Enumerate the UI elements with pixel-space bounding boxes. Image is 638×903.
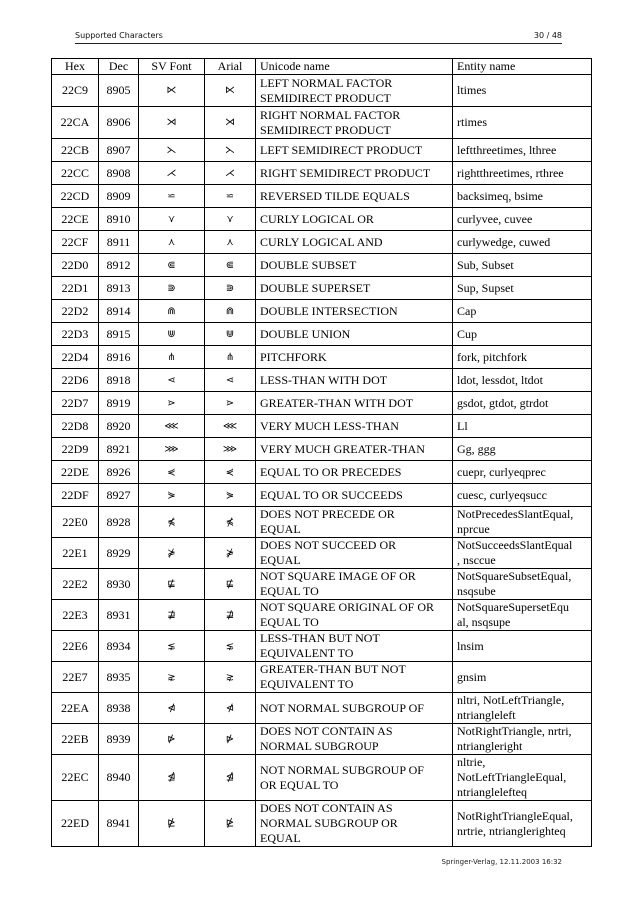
hex-cell: 22D8	[52, 415, 99, 438]
entity-name-cell-line: Cup	[457, 326, 478, 341]
hex-cell: 22CD	[52, 185, 99, 208]
entity-name-cell	[453, 461, 592, 484]
unicode-name-cell-line: RIGHT NORMAL FACTOR	[260, 107, 401, 122]
arial-glyph: ⋪	[205, 693, 256, 724]
sv-font-glyph: ⋧	[139, 662, 205, 693]
header-rule	[75, 43, 562, 44]
hex-cell: 22CC	[52, 162, 99, 185]
table-row	[52, 538, 592, 569]
entity-name-cell-line: ntriangleright	[457, 739, 523, 753]
entity-name-cell	[453, 139, 592, 162]
table-row	[52, 438, 592, 461]
unicode-name-cell-line: NOT NORMAL SUBGROUP OF	[260, 700, 424, 715]
unicode-name-cell-line: EQUAL	[260, 831, 301, 845]
sv-font-glyph: ⋡	[139, 538, 205, 569]
hex-cell: 22E3	[52, 600, 99, 631]
unicode-name-cell	[256, 208, 453, 231]
dec-cell: 8913	[99, 277, 139, 300]
unicode-name-cell	[256, 415, 453, 438]
arial-glyph: ⋉	[205, 75, 256, 107]
unicode-name-cell-line: CURLY LOGICAL OR	[260, 211, 374, 226]
entity-name-cell	[453, 346, 592, 369]
table-row	[52, 300, 592, 323]
arial-glyph: ⋙	[205, 438, 256, 461]
unicode-name-cell	[256, 438, 453, 461]
arial-glyph: ⋧	[205, 662, 256, 693]
entity-name-cell-line: ntriangleleft	[457, 708, 516, 722]
unicode-name-cell	[256, 755, 453, 801]
unicode-name-cell-line: EQUAL TO	[260, 584, 319, 598]
unicode-name-cell	[256, 507, 453, 538]
unicode-name-cell-line: EQUIVALENT TO	[260, 646, 354, 660]
entity-name-cell-line: NotRightTriangleEqual,	[457, 808, 573, 823]
hex-cell: 22ED	[52, 801, 99, 847]
sv-font-glyph: ⋑	[139, 277, 205, 300]
dec-cell: 8905	[99, 75, 139, 107]
dec-cell: 8914	[99, 300, 139, 323]
entity-name-cell	[453, 208, 592, 231]
hex-cell: 22D3	[52, 323, 99, 346]
arial-glyph: ⋠	[205, 507, 256, 538]
table-row	[52, 662, 592, 693]
unicode-name-cell-line: NORMAL SUBGROUP	[260, 739, 379, 753]
table-body	[52, 75, 592, 847]
unicode-name-cell	[256, 631, 453, 662]
table-row	[52, 631, 592, 662]
unicode-name-cell-line: DOES NOT SUCCEED OR	[260, 538, 397, 552]
sv-font-glyph: ⋍	[139, 185, 205, 208]
entity-name-cell-line: nltri, NotLeftTriangle,	[457, 693, 565, 707]
entity-name-cell-line: nltrie,	[457, 755, 486, 769]
entity-name-cell	[453, 662, 592, 693]
entity-name-cell-line: al, nsqsupe	[457, 615, 511, 629]
unicode-name-cell	[256, 75, 453, 107]
dec-cell: 8938	[99, 693, 139, 724]
entity-name-cell-line: fork, pitchfork	[457, 349, 527, 364]
entity-name-cell	[453, 755, 592, 801]
table-row	[52, 507, 592, 538]
arial-glyph: ⋏	[205, 231, 256, 254]
unicode-name-cell	[256, 369, 453, 392]
unicode-name-cell	[256, 185, 453, 208]
table-header-row	[52, 59, 592, 75]
dec-cell: 8935	[99, 662, 139, 693]
hex-cell: 22DE	[52, 461, 99, 484]
entity-name-cell	[453, 300, 592, 323]
dec-cell: 8918	[99, 369, 139, 392]
dec-cell: 8928	[99, 507, 139, 538]
entity-name-cell-line: cuesc, curlyeqsucc	[457, 487, 547, 502]
dec-cell: 8911	[99, 231, 139, 254]
column-header: Dec	[99, 59, 139, 75]
arial-glyph: ⋬	[205, 755, 256, 801]
arial-glyph: ⋋	[205, 139, 256, 162]
column-header: Arial	[205, 59, 256, 75]
entity-name-cell-line: ldot, lessdot, ltdot	[457, 372, 544, 387]
table-row	[52, 346, 592, 369]
hex-cell: 22E1	[52, 538, 99, 569]
dec-cell: 8919	[99, 392, 139, 415]
unicode-name-cell-line: GREATER-THAN BUT NOT	[260, 662, 406, 676]
unicode-name-cell-line: DOUBLE SUPERSET	[260, 280, 371, 295]
sv-font-glyph: ⋢	[139, 569, 205, 600]
unicode-name-cell	[256, 300, 453, 323]
entity-name-cell-line: curlywedge, cuwed	[457, 234, 551, 249]
unicode-name-cell-line: VERY MUCH LESS-THAN	[260, 418, 399, 433]
table-row	[52, 75, 592, 107]
unicode-name-cell	[256, 107, 453, 139]
hex-cell: 22E6	[52, 631, 99, 662]
table-row	[52, 208, 592, 231]
entity-name-cell-line: NotSquareSupersetEqu	[457, 600, 569, 614]
hex-cell: 22CF	[52, 231, 99, 254]
sv-font-glyph: ⋋	[139, 139, 205, 162]
table-row	[52, 369, 592, 392]
unicode-name-cell	[256, 600, 453, 631]
unicode-name-cell	[256, 162, 453, 185]
unicode-name-cell-line: OR EQUAL TO	[260, 777, 339, 792]
sv-font-glyph: ⋦	[139, 631, 205, 662]
unicode-name-cell-line: LESS-THAN WITH DOT	[260, 372, 388, 387]
unicode-name-cell-line: VERY MUCH GREATER-THAN	[260, 441, 425, 456]
sv-font-glyph: ⋓	[139, 323, 205, 346]
entity-name-cell	[453, 107, 592, 139]
entity-name-cell	[453, 369, 592, 392]
sv-font-glyph: ⋒	[139, 300, 205, 323]
unicode-name-cell-line: RIGHT SEMIDIRECT PRODUCT	[260, 165, 431, 180]
entity-name-cell	[453, 277, 592, 300]
table-row	[52, 185, 592, 208]
table-row	[52, 162, 592, 185]
sv-font-glyph: ⋖	[139, 369, 205, 392]
unicode-name-cell-line: DOES NOT CONTAIN AS	[260, 801, 393, 815]
unicode-name-cell-line: PITCHFORK	[260, 349, 327, 364]
entity-name-cell	[453, 600, 592, 631]
entity-name-cell	[453, 254, 592, 277]
page-header	[75, 29, 562, 43]
entity-name-cell-line: curlyvee, cuvee	[457, 211, 533, 226]
arial-glyph: ⋣	[205, 600, 256, 631]
unicode-name-cell	[256, 724, 453, 755]
arial-glyph: ⋟	[205, 484, 256, 507]
table-row	[52, 107, 592, 139]
entity-name-cell	[453, 538, 592, 569]
unicode-name-cell	[256, 231, 453, 254]
unicode-name-cell	[256, 662, 453, 693]
sv-font-glyph: ⋌	[139, 162, 205, 185]
arial-glyph: ⋭	[205, 801, 256, 847]
dec-cell: 8930	[99, 569, 139, 600]
hex-cell: 22C9	[52, 75, 99, 107]
entity-name-cell-line: NotSquareSubsetEqual,	[457, 569, 572, 583]
unicode-name-cell	[256, 139, 453, 162]
sv-font-glyph: ⋐	[139, 254, 205, 277]
dec-cell: 8929	[99, 538, 139, 569]
hex-cell: 22CE	[52, 208, 99, 231]
column-header: Hex	[52, 59, 99, 75]
sv-font-glyph: ⋪	[139, 693, 205, 724]
column-header: SV Font	[139, 59, 205, 75]
unicode-name-cell	[256, 801, 453, 847]
unicode-name-cell	[256, 254, 453, 277]
unicode-name-cell-line: LESS-THAN BUT NOT	[260, 631, 380, 645]
arial-glyph: ⋒	[205, 300, 256, 323]
entity-name-cell-line: NotLeftTriangleEqual,	[457, 770, 567, 784]
dec-cell: 8931	[99, 600, 139, 631]
arial-glyph: ⋓	[205, 323, 256, 346]
unicode-name-cell-line: CURLY LOGICAL AND	[260, 234, 383, 249]
table-row	[52, 231, 592, 254]
unicode-name-cell-line: EQUAL	[260, 553, 301, 567]
hex-cell: 22DF	[52, 484, 99, 507]
entity-name-cell-line: Ll	[457, 418, 468, 433]
arial-glyph: ⋫	[205, 724, 256, 755]
dec-cell: 8921	[99, 438, 139, 461]
entity-name-cell	[453, 569, 592, 600]
arial-glyph: ⋑	[205, 277, 256, 300]
entity-name-cell-line: , nsccue	[457, 553, 496, 567]
sv-font-glyph: ⋉	[139, 75, 205, 107]
entity-name-cell	[453, 415, 592, 438]
entity-name-cell	[453, 75, 592, 107]
sv-font-glyph: ⋞	[139, 461, 205, 484]
entity-name-cell	[453, 438, 592, 461]
arial-glyph: ⋔	[205, 346, 256, 369]
page-footer: Springer-Verlag, 12.11.2003 16:32	[441, 858, 562, 866]
dec-cell: 8934	[99, 631, 139, 662]
unicode-name-cell-line: DOES NOT CONTAIN AS	[260, 724, 393, 738]
entity-name-cell-line: Cap	[457, 303, 477, 318]
column-header: Unicode name	[256, 59, 453, 75]
sv-font-glyph: ⋊	[139, 107, 205, 139]
hex-cell: 22EA	[52, 693, 99, 724]
unicode-name-cell-line: DOUBLE SUBSET	[260, 257, 357, 272]
entity-name-cell	[453, 631, 592, 662]
entity-name-cell-line: nprcue	[457, 522, 490, 536]
sv-font-glyph: ⋟	[139, 484, 205, 507]
sv-font-glyph: ⋗	[139, 392, 205, 415]
unicode-name-cell-line: NORMAL SUBGROUP OR	[260, 816, 398, 830]
table-row	[52, 323, 592, 346]
entity-name-cell	[453, 323, 592, 346]
hex-cell: 22EC	[52, 755, 99, 801]
table-row	[52, 569, 592, 600]
arial-glyph: ⋞	[205, 461, 256, 484]
entity-name-cell	[453, 801, 592, 847]
table-row	[52, 254, 592, 277]
hex-cell: 22E2	[52, 569, 99, 600]
entity-name-cell	[453, 231, 592, 254]
hex-cell: 22D6	[52, 369, 99, 392]
entity-name-cell	[453, 162, 592, 185]
arial-glyph: ⋘	[205, 415, 256, 438]
hex-cell: 22D1	[52, 277, 99, 300]
entity-name-cell	[453, 185, 592, 208]
unicode-name-cell	[256, 392, 453, 415]
hex-cell: 22E7	[52, 662, 99, 693]
hex-cell: 22EB	[52, 724, 99, 755]
dec-cell: 8912	[99, 254, 139, 277]
sv-font-glyph: ⋔	[139, 346, 205, 369]
unicode-name-cell	[256, 277, 453, 300]
sv-font-glyph: ⋠	[139, 507, 205, 538]
entity-name-cell-line: NotRightTriangle, nrtri,	[457, 724, 572, 738]
entity-name-cell-line: leftthreetimes, lthree	[457, 142, 557, 157]
entity-name-cell-line: rightthreetimes, rthree	[457, 165, 564, 180]
unicode-name-cell-line: SEMIDIRECT PRODUCT	[260, 122, 391, 137]
entity-name-cell-line: ltimes	[457, 83, 487, 97]
table-row	[52, 139, 592, 162]
sv-font-glyph: ⋭	[139, 801, 205, 847]
entity-name-cell	[453, 724, 592, 755]
unicode-name-cell-line: EQUIVALENT TO	[260, 677, 354, 691]
arial-glyph: ⋦	[205, 631, 256, 662]
hex-cell: 22CB	[52, 139, 99, 162]
entity-name-cell	[453, 484, 592, 507]
sv-font-glyph: ⋬	[139, 755, 205, 801]
dec-cell: 8927	[99, 484, 139, 507]
characters-table	[51, 58, 592, 847]
entity-name-cell-line: gsdot, gtdot, gtrdot	[457, 395, 549, 410]
entity-name-cell-line: Sub, Subset	[457, 257, 514, 272]
table-row	[52, 600, 592, 631]
unicode-name-cell-line: SEMIDIRECT PRODUCT	[260, 90, 391, 105]
hex-cell: 22D7	[52, 392, 99, 415]
table-row	[52, 755, 592, 801]
unicode-name-cell-line: LEFT NORMAL FACTOR	[260, 75, 393, 90]
sv-font-glyph: ⋣	[139, 600, 205, 631]
entity-name-cell-line: rtimes	[457, 115, 487, 129]
table-row	[52, 415, 592, 438]
unicode-name-cell-line: EQUAL	[260, 522, 301, 536]
table-row	[52, 277, 592, 300]
sv-font-glyph: ⋙	[139, 438, 205, 461]
table-row	[52, 392, 592, 415]
unicode-name-cell-line: GREATER-THAN WITH DOT	[260, 395, 414, 410]
entity-name-cell-line: NotPrecedesSlantEqual,	[457, 507, 574, 521]
hex-cell: 22E0	[52, 507, 99, 538]
sv-font-glyph: ⋎	[139, 208, 205, 231]
table-row	[52, 484, 592, 507]
unicode-name-cell-line: EQUAL TO OR SUCCEEDS	[260, 487, 403, 502]
unicode-name-cell	[256, 323, 453, 346]
dec-cell: 8920	[99, 415, 139, 438]
dec-cell: 8910	[99, 208, 139, 231]
unicode-name-cell-line: DOUBLE UNION	[260, 326, 351, 341]
entity-name-cell	[453, 507, 592, 538]
table-row	[52, 461, 592, 484]
sv-font-glyph: ⋫	[139, 724, 205, 755]
unicode-name-cell-line: DOES NOT PRECEDE OR	[260, 507, 395, 521]
entity-name-cell-line: Sup, Supset	[457, 280, 514, 295]
sv-font-glyph: ⋘	[139, 415, 205, 438]
arial-glyph: ⋎	[205, 208, 256, 231]
table-row	[52, 801, 592, 847]
arial-glyph: ⋖	[205, 369, 256, 392]
unicode-name-cell-line: EQUAL TO	[260, 615, 319, 629]
unicode-name-cell	[256, 693, 453, 724]
entity-name-cell-line: cuepr, curlyeqprec	[457, 464, 546, 479]
entity-name-cell-line: Gg, ggg	[457, 441, 496, 456]
dec-cell: 8941	[99, 801, 139, 847]
table-row	[52, 724, 592, 755]
unicode-name-cell	[256, 461, 453, 484]
dec-cell: 8915	[99, 323, 139, 346]
dec-cell: 8908	[99, 162, 139, 185]
table-row	[52, 693, 592, 724]
entity-name-cell-line: ntrianglelefteq	[457, 785, 527, 799]
arial-glyph: ⋗	[205, 392, 256, 415]
arial-glyph: ⋢	[205, 569, 256, 600]
dec-cell: 8940	[99, 755, 139, 801]
dec-cell: 8926	[99, 461, 139, 484]
arial-glyph: ⋌	[205, 162, 256, 185]
page-number: 30 / 48	[533, 31, 562, 40]
entity-name-cell-line: nrtrie, ntrianglerighteq	[457, 823, 566, 838]
unicode-name-cell-line: LEFT SEMIDIRECT PRODUCT	[260, 142, 423, 157]
entity-name-cell	[453, 392, 592, 415]
entity-name-cell-line: gnsim	[457, 669, 487, 684]
unicode-name-cell-line: NOT SQUARE IMAGE OF OR	[260, 569, 416, 583]
hex-cell: 22D4	[52, 346, 99, 369]
hex-cell: 22D0	[52, 254, 99, 277]
dec-cell: 8906	[99, 107, 139, 139]
unicode-name-cell-line: REVERSED TILDE EQUALS	[260, 188, 410, 203]
entity-name-cell-line: nsqsube	[457, 584, 496, 598]
column-header: Entity name	[453, 59, 592, 75]
entity-name-cell-line: NotSucceedsSlantEqual	[457, 538, 573, 552]
hex-cell: 22D9	[52, 438, 99, 461]
entity-name-cell-line: backsimeq, bsime	[457, 188, 543, 203]
entity-name-cell	[453, 693, 592, 724]
dec-cell: 8916	[99, 346, 139, 369]
hex-cell: 22CA	[52, 107, 99, 139]
hex-cell: 22D2	[52, 300, 99, 323]
unicode-name-cell-line: EQUAL TO OR PRECEDES	[260, 464, 402, 479]
arial-glyph: ⋊	[205, 107, 256, 139]
entity-name-cell-line: lnsim	[457, 638, 484, 653]
unicode-name-cell-line: NOT SQUARE ORIGINAL OF OR	[260, 600, 435, 614]
arial-glyph: ⋡	[205, 538, 256, 569]
dec-cell: 8909	[99, 185, 139, 208]
dec-cell: 8907	[99, 139, 139, 162]
sv-font-glyph: ⋏	[139, 231, 205, 254]
unicode-name-cell	[256, 484, 453, 507]
unicode-name-cell	[256, 569, 453, 600]
unicode-name-cell	[256, 538, 453, 569]
header-title: Supported Characters	[75, 31, 163, 40]
unicode-name-cell-line: NOT NORMAL SUBGROUP OF	[260, 762, 424, 777]
unicode-name-cell	[256, 346, 453, 369]
arial-glyph: ⋍	[205, 185, 256, 208]
dec-cell: 8939	[99, 724, 139, 755]
unicode-name-cell-line: DOUBLE INTERSECTION	[260, 303, 398, 318]
arial-glyph: ⋐	[205, 254, 256, 277]
